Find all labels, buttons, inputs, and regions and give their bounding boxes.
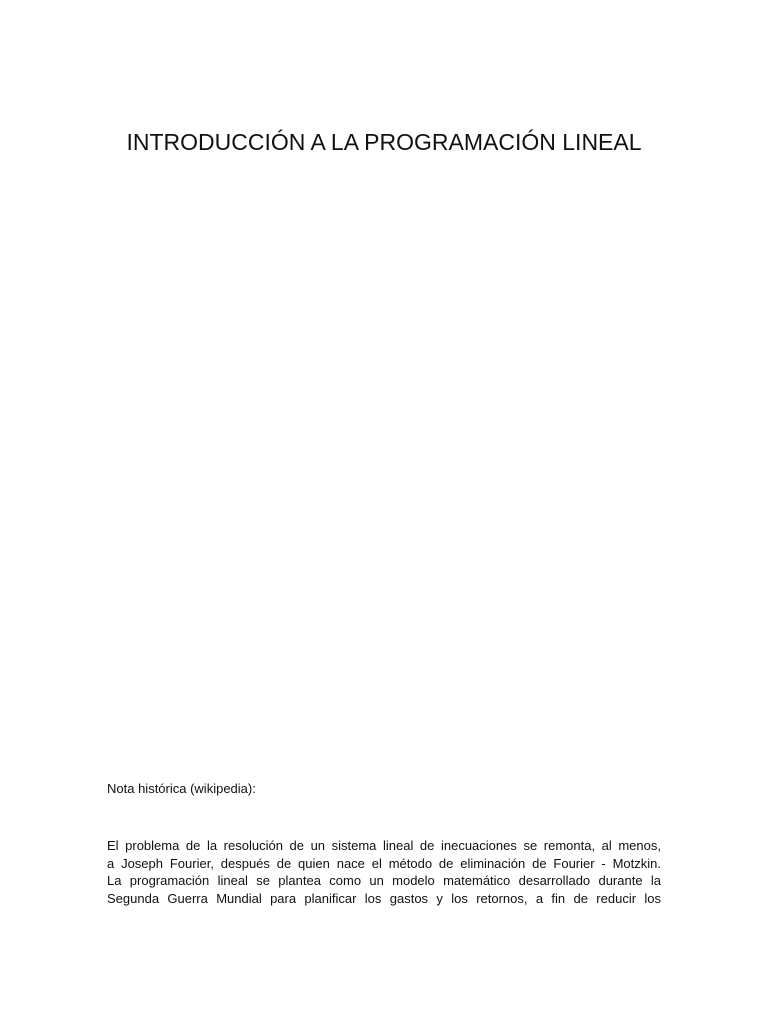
note-heading: Nota histórica (wikipedia): xyxy=(107,781,256,796)
paragraph-line: El problema de la resolución de un sistema lineal de inecuaciones se remonta, al menos, xyxy=(107,838,661,853)
paragraph-line: La programación lineal se plantea como un modelo matemático desarrollado durante la xyxy=(107,873,661,889)
paragraph-line: Segunda Guerra Mundial para planificar los gastos y los retornos, a fin de reducir los xyxy=(107,890,661,906)
paragraph-line: a Joseph Fourier, después de quien nace el método de eliminación de Fourier - Motzkin. xyxy=(107,855,661,871)
page-title: INTRODUCCIÓN A LA PROGRAMACIÓN LINEAL xyxy=(126,129,642,155)
body-paragraph xyxy=(107,837,661,907)
